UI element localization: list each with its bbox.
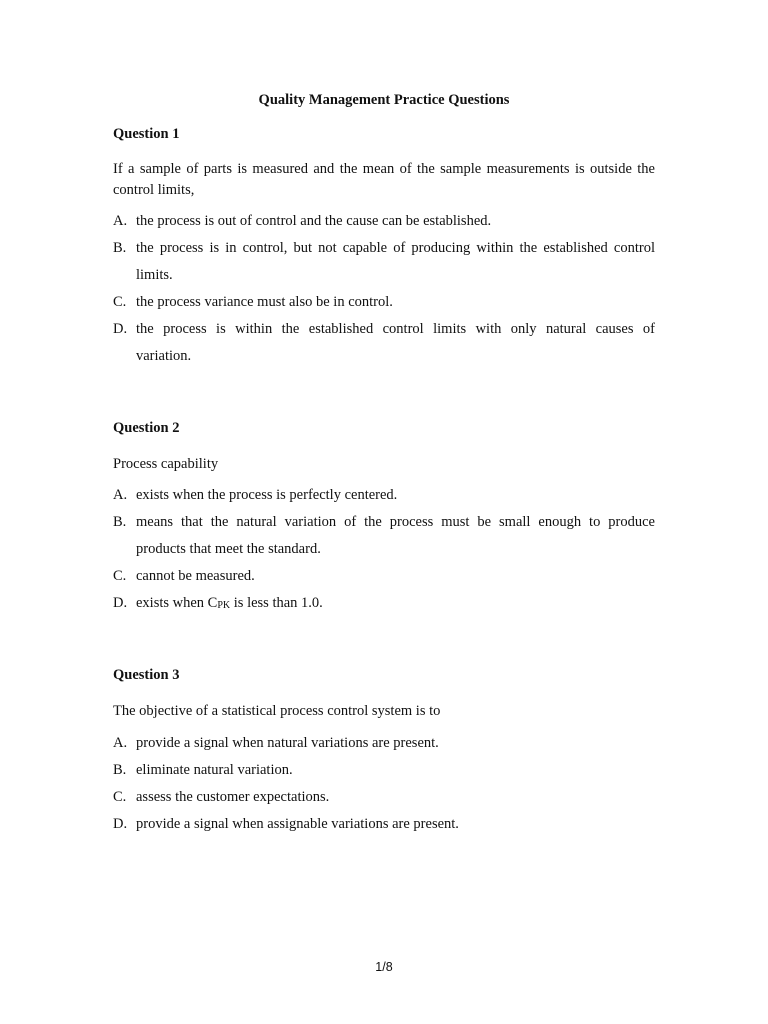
question-1-stem: If a sample of parts is measured and the mean of the sample measurements is outside the control limits,: [113, 161, 655, 198]
option-text: assess the customer expectations.: [136, 789, 330, 805]
question-2-option-d: [113, 590, 655, 619]
option-text: provide a signal when natural variations are present.: [136, 735, 439, 751]
question-2-stem: Process capability: [113, 456, 219, 472]
question-1-heading: Question 1: [113, 126, 180, 142]
option-text: provide a signal when assignable variations are present.: [136, 816, 459, 832]
option-text-line-2: variation.: [136, 348, 192, 364]
option-text: [136, 590, 655, 619]
option-letter: B.: [113, 514, 127, 530]
option-text-line-1: the process is within the established control limits with only natural causes of: [136, 321, 655, 337]
option-letter: B.: [113, 240, 127, 256]
question-2-option-c: [113, 563, 655, 590]
option-letter: A.: [113, 487, 128, 503]
option-letter: D.: [113, 321, 128, 337]
document-title: Quality Management Practice Questions: [258, 92, 510, 108]
question-2-heading: Question 2: [113, 420, 180, 436]
option-text-pre: exists when C: [136, 595, 218, 611]
option-letter: C.: [113, 568, 127, 584]
option-text-line-2: limits.: [136, 267, 173, 283]
option-letter: A.: [113, 213, 128, 229]
option-text: the process is out of control and the cause can be established.: [136, 213, 492, 229]
option-text-line-1: means that the natural variation of the process must be small enough to produce: [136, 514, 655, 530]
question-1-option-c: [113, 289, 655, 316]
option-letter: C.: [113, 294, 127, 310]
option-letter: A.: [113, 735, 128, 751]
option-text-post: is less than 1.0.: [230, 595, 323, 611]
question-2-option-a: [113, 482, 655, 509]
question-1-option-d: [113, 316, 655, 370]
option-text: the process variance must also be in control.: [136, 294, 393, 310]
question-3-option-b: [113, 757, 655, 784]
question-2-option-b: [113, 509, 655, 563]
option-letter: B.: [113, 762, 127, 778]
option-letter: D.: [113, 595, 128, 611]
question-1-option-b: [113, 235, 655, 289]
option-letter: C.: [113, 789, 127, 805]
subscript-pk: PK: [217, 600, 231, 611]
question-3-option-c: [113, 784, 655, 811]
option-letter: D.: [113, 816, 128, 832]
question-1-option-a: [113, 208, 655, 235]
option-text: exists when the process is perfectly centered.: [136, 487, 398, 503]
option-text-line-2: products that meet the standard.: [136, 541, 321, 557]
question-3-option-d: [113, 811, 655, 838]
option-text-line-1: the process is in control, but not capable of producing within the established control: [136, 240, 655, 256]
question-3-stem: The objective of a statistical process control system is to: [113, 703, 441, 719]
question-3-option-a: [113, 730, 655, 757]
option-text: eliminate natural variation.: [136, 762, 293, 778]
question-3-heading: Question 3: [113, 667, 180, 683]
option-text: cannot be measured.: [136, 568, 255, 584]
page-number: 1/8: [375, 960, 393, 974]
